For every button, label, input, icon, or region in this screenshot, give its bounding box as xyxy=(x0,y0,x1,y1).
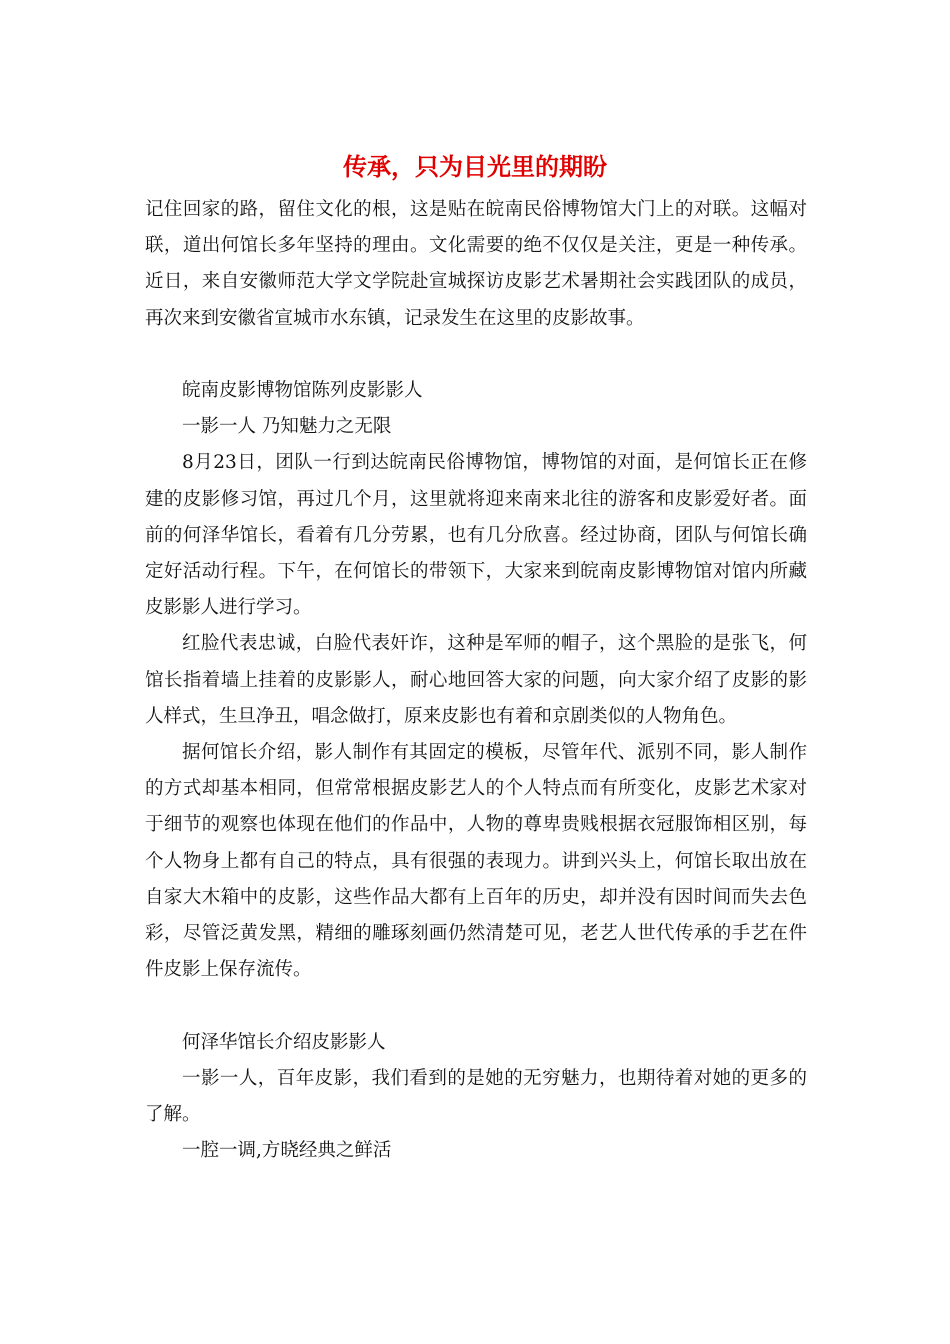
article-title: 传承，只为目光里的期盼 xyxy=(343,152,607,181)
section-heading: 一影一人 乃知魅力之无限 xyxy=(182,416,392,438)
paragraph-gap xyxy=(145,337,807,373)
paragraph: 据何馆长介绍，影人制作有其固定的模板，尽管年代、派别不同，影人制作的方式却基本相同，但常常根据皮影艺人的个人特点而有所变化，皮影艺术家对于细节的观察也体现在他们的作品中，人物的尊卑贵贱根据衣冠服饰相区别，每个人物身上都有自己的特点，具有很强的表现力。讲到兴头上，何馆长取出放在自家大木箱中的皮影，这些作品大都有上百年的历史，却并没有因时间而失去色彩，尽管泛黄发黑，精细的雕琢刻画仍然清楚可见，老艺人世代传承的手艺在件件皮影上保存流传。 xyxy=(145,742,807,981)
paragraph-gap xyxy=(145,988,807,1024)
photo-caption: 皖南皮影博物馆陈列皮影影人 xyxy=(182,380,423,401)
paragraph: 一影一人，百年皮影，我们看到的是她的无穷魅力，也期待着对她的更多的了解。 xyxy=(145,1067,807,1126)
article-body xyxy=(145,192,807,1169)
paragraph: 红脸代表忠诚，白脸代表奸诈，这种是军师的帽子，这个黑脸的是张飞，何馆长指着墙上挂着的皮影影人，耐心地回答大家的问题，向大家介绍了皮影的影人样式，生旦净丑，唱念做打，原来皮影也有着和京剧类似的人物角色。 xyxy=(145,633,807,727)
photo-caption: 何泽华馆长介绍皮影影人 xyxy=(182,1031,386,1053)
paragraph-intro: 记住回家的路，留住文化的根，这是贴在皖南民俗博物馆大门上的对联。这幅对联，道出何馆长多年坚持的理由。文化需要的绝不仅仅是关注，更是一种传承。近日，来自安徽师范大学文学院赴宣城探访皮影艺术暑期社会实践团队的成员，再次来到安徽省宣城市水东镇，记录发生在这里的皮影故事。 xyxy=(145,199,807,329)
paragraph: 8月23日，团队一行到达皖南民俗博物馆，博物馆的对面，是何馆长正在修建的皮影修习馆，再过几个月，这里就将迎来南来北往的游客和皮影爱好者。面前的何泽华馆长，看着有几分劳累，也有几分欣喜。经过协商，团队与何馆长确定好活动行程。下午，在何馆长的带领下，大家来到皖南皮影博物馆对馆内所藏皮影影人进行学习。 xyxy=(145,452,807,619)
section-heading: 一腔一调,方晓经典之鲜活 xyxy=(182,1140,392,1162)
